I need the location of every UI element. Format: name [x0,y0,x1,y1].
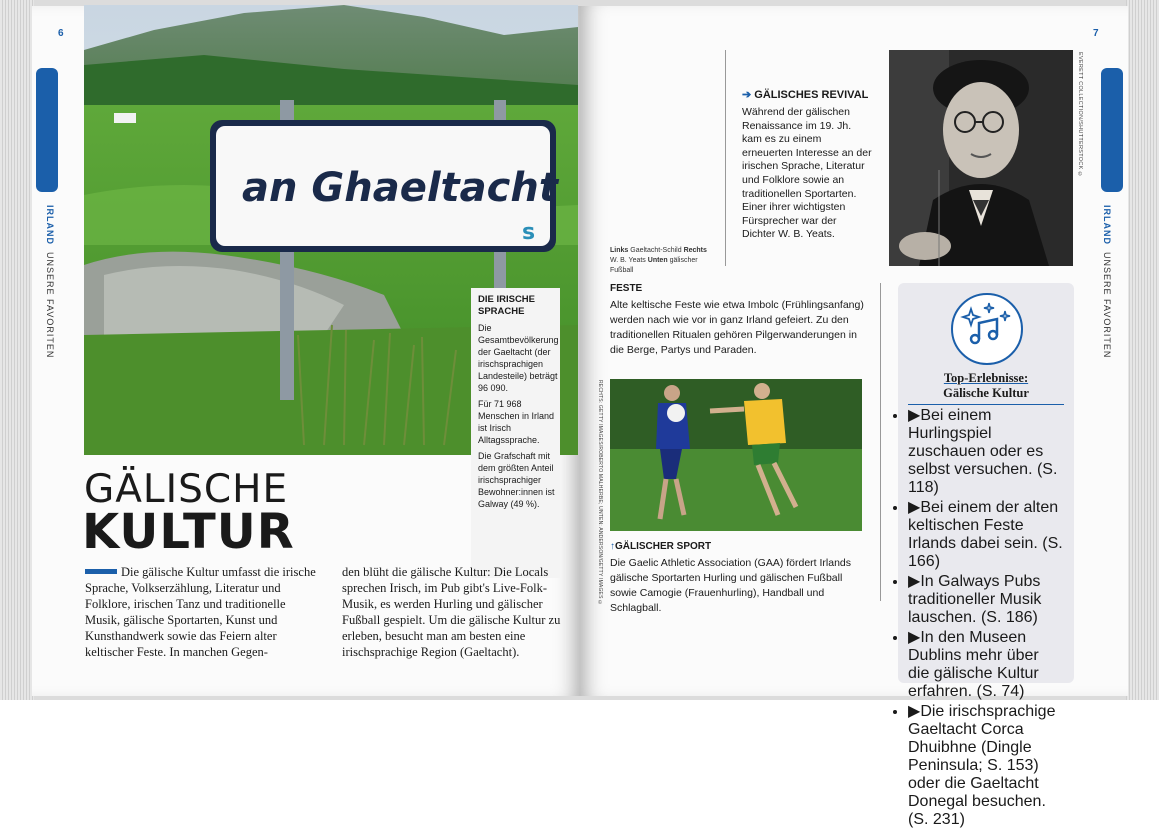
right-section-tab [1101,68,1123,192]
caption-rechts-text: W. B. Yeats [610,257,646,264]
gaelic-football-illustration [610,379,862,531]
arrow-up-icon: ↑ [610,541,615,552]
list-item [908,571,1064,627]
list-item [908,404,1064,497]
revival-heading [742,88,872,102]
right-side-label-text: UNSERE FAVORITEN [1102,252,1112,359]
top-experiences-title [906,371,1066,401]
sport-heading-text: GÄLISCHER SPORT [615,541,712,552]
caption-links-label: Links [610,247,629,254]
left-section-tab [36,68,58,192]
left-side-label-text: UNSERE FAVORITEN [45,252,55,359]
right-side-label-bold: IRLAND [1102,205,1112,245]
body-column-1: Die gälische Kultur umfasst die irische Sprache, Volkserzählung, Literatur und Folklore, irischen Tanz und traditionelle Musik, gälische Sportarten, Kunst und Kunsthandwerk sowie das Feiern alter keltischer Feste. In manchen Gegen- [85,565,316,659]
triangle-bullet-icon: ▶ [908,407,921,424]
yeats-portrait-photo [889,50,1073,266]
revival-section [742,88,872,242]
triangle-bullet-icon: ▶ [908,703,921,720]
right-side-label [1102,205,1112,358]
sport-heading [610,541,870,552]
yeats-photo-credit: EVERETT COLLECTION/SHUTTERSTOCK © [1077,52,1083,178]
triangle-bullet-icon: ▶ [908,499,921,516]
left-page-edges [0,0,34,700]
revival-heading-text: GÄLISCHES REVIVAL [754,89,869,101]
top-title-line-1: Top-Erlebnisse: [943,371,1029,385]
feste-section [610,283,870,358]
list-item [908,701,1064,829]
caption-rechts-label: Rechts [683,247,707,254]
revival-text: Während der gälischen Renaissance im 19. Jh. kam es zu einem erneuerten Interesse an der irischen Sprache, Literatur und Folklore sowie an traditionellen Sportarten. Einer ihrer wichtigsten Fürsprecher war der Dichter W. B. Yeats. [742,106,872,241]
left-side-label-bold: IRLAND [45,205,55,245]
triangle-bullet-icon: ▶ [908,573,921,590]
list-item-text: Bei einem der alten keltischen Feste Irlands dabei sein. (S. 166) [908,499,1063,570]
gaelic-football-photo [610,379,862,531]
irish-language-sidebar-text [478,294,558,510]
photo-captions [610,246,722,276]
arrow-right-icon: ➔ [742,89,752,101]
left-page-number: 6 [58,28,64,39]
column-divider-bottom [880,283,881,601]
sidebar-paragraph-3: Die Grafschaft mit dem größten Anteil irischsprachiger Bewohner:innen ist Galway (49 %). [478,451,555,509]
column-divider-top [725,50,726,266]
triangle-bullet-icon: ▶ [908,629,921,646]
feste-text: Alte keltische Feste wie etwa Imbolc (Frühlingsanfang) werden nach wie vor in ganz Irland gefeiert. Zu den traditionellen Ritualen gehören Pilgerwanderungen in die Berge, Partys und Paraden. [610,299,864,356]
page-title-line-2: KULTUR [82,504,295,560]
right-page-number: 7 [1093,28,1099,39]
sport-text: Die Gaelic Athletic Association (GAA) fördert Irlands gälische Sportarten Hurling und gälischen Fußball sowie Camogie (Frauenhurling), Handball und Schlagball. [610,557,852,614]
list-item-text: In Galways Pubs traditioneller Musik lauschen. (S. 186) [908,573,1042,626]
caption-links-text: Gaeltacht-Schild [630,247,682,254]
list-item-text: Die irischsprachige Gaeltacht Corca Dhuibhne (Dingle Peninsula; S. 153) oder die Gaeltacht Donegal besuchen. (S. 231) [908,703,1056,828]
top-experiences-list [908,404,1064,829]
caption-unten-label: Unten [647,257,668,264]
music-sparkle-icon [951,293,1023,365]
right-page-edges [1126,0,1159,700]
football-photo-credit: RECHTS: GETTY IMAGES/ROBERTO MALHERBE; UNTEN: ANDERSON/GETTY IMAGES © [597,380,603,607]
list-item-text: Bei einem Hurlingspiel zuschauen oder es selbst versuchen. (S. 118) [908,407,1058,496]
feste-heading: FESTE [610,283,643,294]
sign-text: an Ghaeltacht [242,165,558,211]
sidebar-heading: DIE IRISCHE SPRACHE [478,294,536,317]
list-item [908,497,1064,571]
body-column-2: den blüht die gälische Kultur: Die Locals sprechen Irisch, im Pub gibt's Live-Folk-Musik, es werden Hurling und gälischer Fußball gespielt. Um die gälische Kultur zu erleben, besucht man am besten eine irischsprachige Region (Gaeltacht). [342,565,561,659]
sport-section [610,541,870,616]
sidebar-paragraph-1: Die Gesamtbevölkerung der Gaeltacht (der irischsprachigen Landesteile) beträgt 96 090. [478,323,559,393]
svg-text:ꜱ: ꜱ [522,220,536,245]
caption-unten-text: gälischer Fußball [610,257,698,274]
left-side-label [45,205,55,358]
list-item-text: In den Museen Dublins mehr über die gälische Kultur erfahren. (S. 74) [908,629,1039,700]
page-title-line-1: GÄLISCHE [84,467,289,512]
list-item [908,627,1064,701]
top-title-line-2: Gälische Kultur [943,386,1029,400]
sidebar-paragraph-2: Für 71 968 Menschen in Irland ist Irisch Alltagssprache. [478,399,555,445]
yeats-portrait-illustration [889,50,1073,266]
